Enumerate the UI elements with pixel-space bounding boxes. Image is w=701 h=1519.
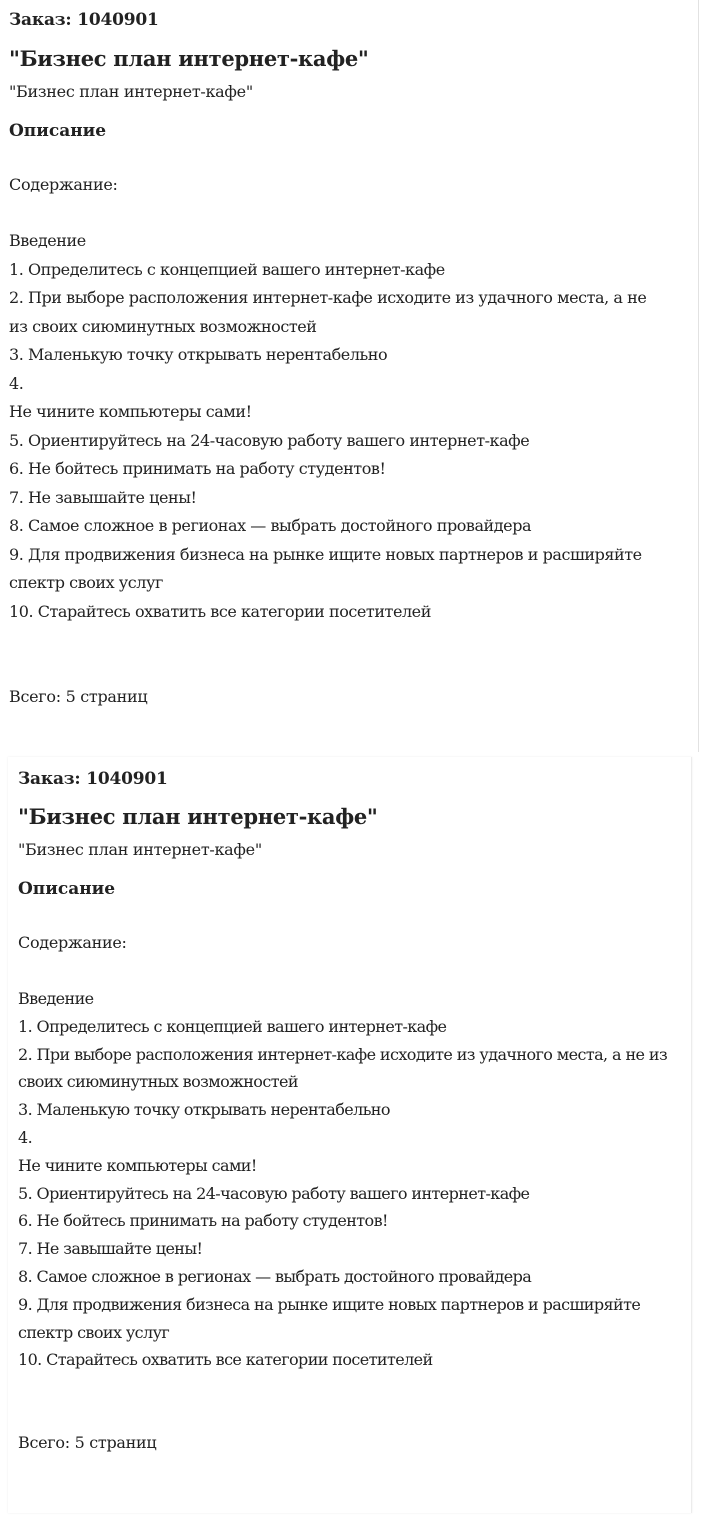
- description-heading: Описание: [18, 879, 116, 899]
- order-subtitle: "Бизнес план интернет-кафе": [9, 82, 253, 101]
- order-subtitle: "Бизнес план интернет-кафе": [18, 840, 262, 859]
- list-item: 2. При выборе расположения интернет-кафе исходите из удачного места, а не из своих сиюминутных возможностей: [9, 288, 647, 336]
- list-item: 4.: [9, 373, 24, 393]
- list-item: 5. Ориентируйтесь на 24-часовую работу вашего интернет-кафе: [18, 1183, 530, 1203]
- list-item: 3. Маленькую точку открывать нерентабельно: [18, 1100, 390, 1120]
- description-heading: Описание: [9, 121, 107, 141]
- list-item: 2. При выборе расположения интернет-кафе исходите из удачного места, а не из своих сиюминутных возможностей: [18, 1044, 668, 1092]
- list-item: 5. Ориентируйтесь на 24-часовую работу вашего интернет-кафе: [9, 430, 530, 450]
- list-item: 9. Для продвижения бизнеса на рынке ищите новых партнеров и расширяйте спектр своих услуг: [18, 1294, 641, 1342]
- page-count: Всего: 5 страниц: [9, 687, 148, 706]
- list-item: 7. Не завышайте цены!: [18, 1239, 203, 1259]
- order-number: Заказ: 1040901: [9, 10, 159, 30]
- list-item: 7. Не завышайте цены!: [9, 487, 197, 507]
- list-item: 8. Самое сложное в регионах — выбрать достойного провайдера: [18, 1266, 532, 1286]
- contents-label: Содержание:: [9, 175, 118, 194]
- list-item: 8. Самое сложное в регионах — выбрать достойного провайдера: [9, 516, 532, 535]
- order-card: [0, 0, 699, 752]
- list-item: 3. Маленькую точку открывать нерентабельно: [9, 345, 388, 364]
- list-item: Не чините компьютеры сами!: [18, 1155, 257, 1175]
- list-item: 10. Старайтесь охватить все категории посетителей: [18, 1350, 433, 1370]
- list-item: 6. Не бойтесь принимать на работу студентов!: [9, 459, 386, 478]
- list-item: 1. Определитесь с концепцией вашего интернет-кафе: [18, 1016, 447, 1036]
- list-item: 9. Для продвижения бизнеса на рынке ищите новых партнеров и расширяйте спектр своих услуг: [9, 544, 642, 592]
- contents-label: Содержание:: [18, 933, 127, 952]
- list-item: 6. Не бойтесь принимать на работу студентов!: [18, 1211, 388, 1231]
- order-number: Заказ: 1040901: [18, 769, 168, 789]
- order-title: "Бизнес план интернет-кафе": [18, 804, 378, 829]
- list-item: 1. Определитесь с концепцией вашего интернет-кафе: [9, 259, 445, 279]
- contents-list: [9, 227, 659, 626]
- list-item: Введение: [18, 989, 94, 1008]
- list-item: Не чините компьютеры сами!: [9, 402, 252, 421]
- list-item: 4.: [18, 1127, 33, 1147]
- list-item: 10. Старайтесь охватить все категории посетителей: [9, 601, 431, 621]
- order-title: "Бизнес план интернет-кафе": [9, 46, 369, 71]
- page-count: Всего: 5 страниц: [18, 1433, 157, 1453]
- order-card: [8, 757, 692, 1513]
- list-item: Введение: [9, 231, 86, 250]
- contents-list: [18, 985, 668, 1374]
